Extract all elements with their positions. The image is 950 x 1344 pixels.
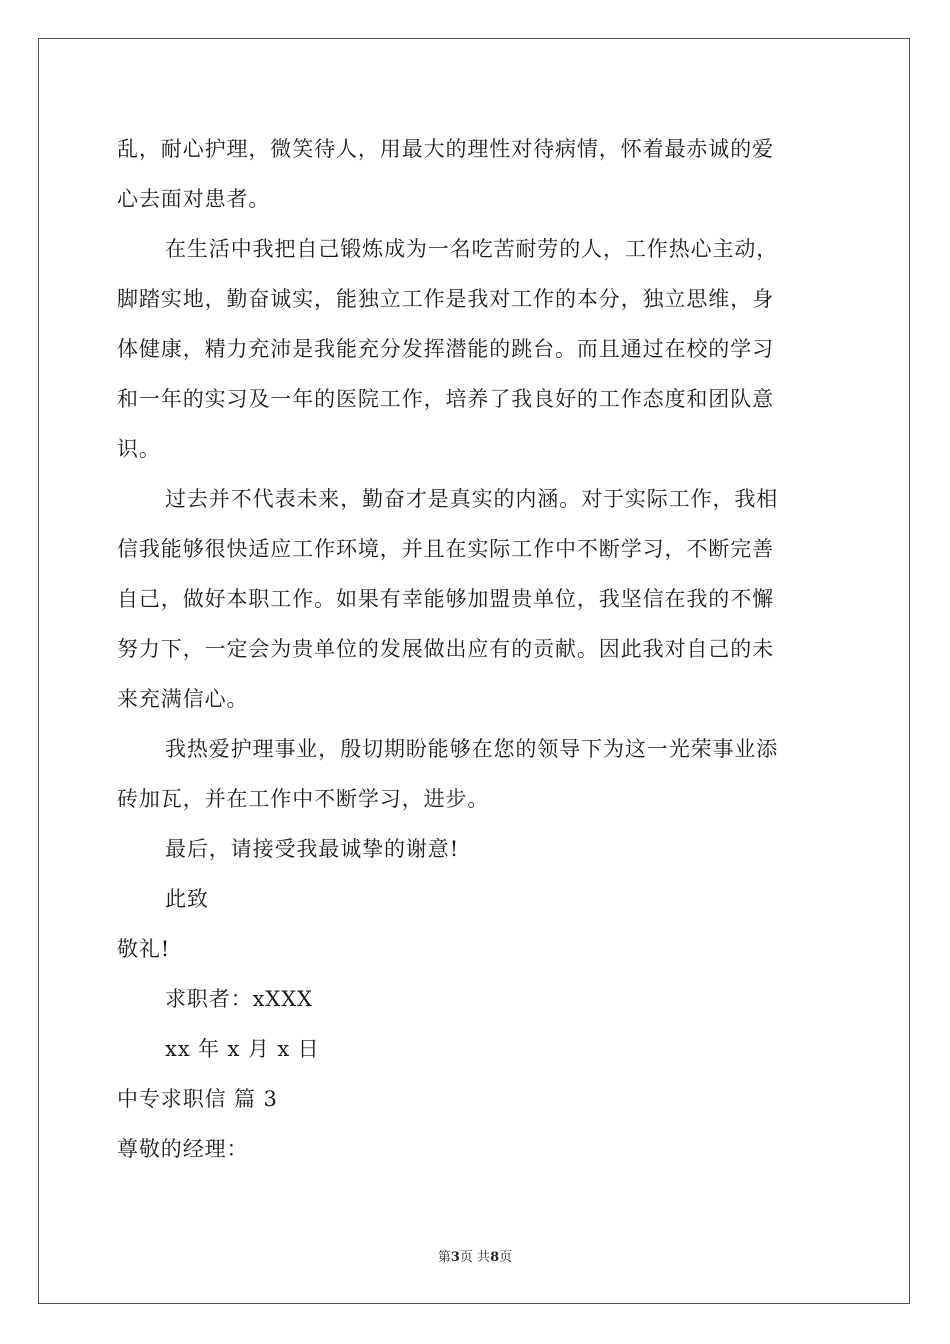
signature-applicant: 求职者：xXXX xyxy=(165,987,313,1011)
text-line: 在生活中我把自己锻炼成为一名吃苦耐劳的人，工作热心主动， xyxy=(165,237,779,261)
closing-thanks: 最后，请接受我最诚挚的谢意! xyxy=(165,837,460,861)
footer-prefix: 第 xyxy=(437,1250,451,1265)
text-line: 识。 xyxy=(117,437,161,461)
text-line: 体健康，精力充沛是我能充分发挥潜能的跳台。而且通过在校的学习 xyxy=(117,337,774,361)
text-line: 我热爱护理事业，殷切期盼能够在您的领导下为这一光荣事业添 xyxy=(165,737,779,761)
text-line: 砖加瓦，并在工作中不断学习，进步。 xyxy=(117,787,490,811)
document-body xyxy=(117,124,837,1174)
text-line: 心去面对患者。 xyxy=(117,187,271,211)
page-footer xyxy=(0,1246,950,1265)
signature-date: xx 年 x 月 x 日 xyxy=(165,1037,320,1061)
footer-suffix: 页 xyxy=(499,1250,513,1265)
text-line: 过去并不代表未来，勤奋才是真实的内涵。对于实际工作，我相 xyxy=(165,487,779,511)
salutation-jingli: 敬礼! xyxy=(117,937,171,961)
total-page-count: 8 xyxy=(490,1250,500,1265)
text-line: 信我能够很快适应工作环境，并且在实际工作中不断学习，不断完善 xyxy=(117,537,774,561)
text-line: 努力下，一定会为贵单位的发展做出应有的贡献。因此我对自己的未 xyxy=(117,637,774,661)
text-line: 自己，做好本职工作。如果有幸能够加盟贵单位，我坚信在我的不懈 xyxy=(117,587,774,611)
text-line: 来充满信心。 xyxy=(117,687,249,711)
text-line: 脚踏实地，勤奋诚实，能独立工作是我对工作的本分，独立思维，身 xyxy=(117,287,774,311)
salutation-cizhi: 此致 xyxy=(165,887,209,911)
section-heading: 中专求职信 篇 3 xyxy=(117,1087,278,1111)
text-line: 乱，耐心护理，微笑待人，用最大的理性对待病情，怀着最赤诚的爱 xyxy=(117,137,774,161)
text-line: 和一年的实习及一年的医院工作，培养了我良好的工作态度和团队意 xyxy=(117,387,774,411)
current-page-number: 3 xyxy=(450,1250,460,1265)
footer-middle: 页 共 xyxy=(459,1250,491,1265)
letter-greeting: 尊敬的经理： xyxy=(117,1137,249,1161)
